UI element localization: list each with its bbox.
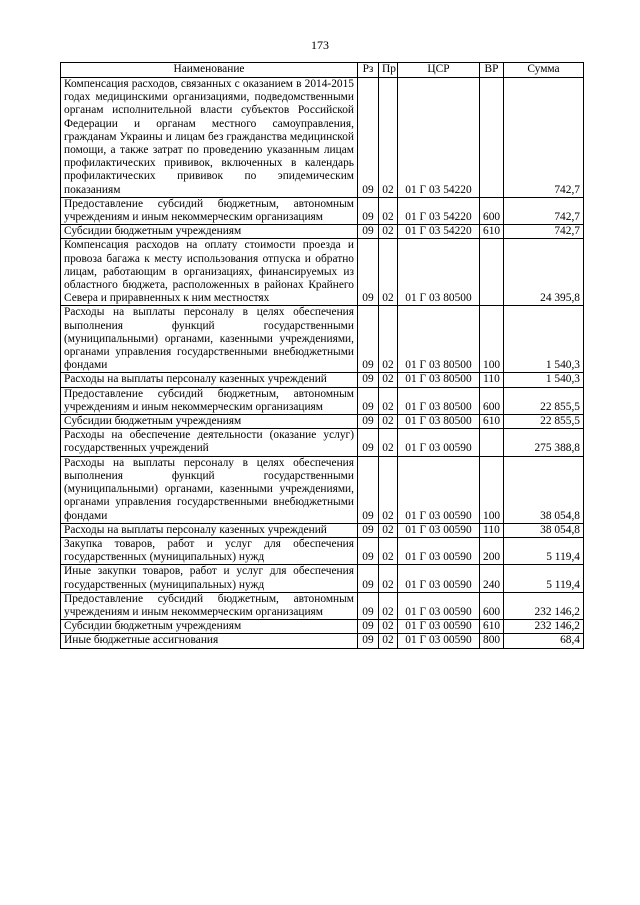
table-row — [61, 373, 584, 387]
cell-csr: 01 Г 03 80500 — [398, 239, 480, 306]
cell-pr: 02 — [379, 78, 398, 198]
cell-name: Предоставление субсидий бюджетным, автономным учреждениям и иным некоммерческим организациям — [61, 592, 358, 619]
header-vr: ВР — [480, 63, 504, 78]
cell-rz: 09 — [358, 197, 379, 224]
table-row — [61, 592, 584, 619]
cell-pr: 02 — [379, 225, 398, 239]
cell-vr: 200 — [480, 537, 504, 564]
cell-rz: 09 — [358, 537, 379, 564]
cell-vr: 610 — [480, 225, 504, 239]
table-row — [61, 239, 584, 306]
table-body — [61, 78, 584, 649]
cell-rz: 09 — [358, 634, 379, 648]
cell-sum: 742,7 — [504, 197, 584, 224]
cell-pr: 02 — [379, 523, 398, 537]
header-pr: Пр — [379, 63, 398, 78]
cell-name: Субсидии бюджетным учреждениям — [61, 415, 358, 429]
table-row — [61, 523, 584, 537]
cell-rz: 09 — [358, 429, 379, 456]
cell-name: Предоставление субсидий бюджетным, автономным учреждениям и иным некоммерческим организациям — [61, 387, 358, 414]
table-row — [61, 537, 584, 564]
table-row — [61, 197, 584, 224]
cell-name: Расходы на выплаты персоналу казенных учреждений — [61, 373, 358, 387]
cell-pr: 02 — [379, 415, 398, 429]
cell-csr: 01 Г 03 80500 — [398, 373, 480, 387]
cell-sum: 5 119,4 — [504, 537, 584, 564]
header-row — [61, 63, 584, 78]
page-number: 173 — [311, 38, 329, 52]
cell-name: Расходы на выплаты персоналу казенных учреждений — [61, 523, 358, 537]
table-row — [61, 415, 584, 429]
cell-vr: 100 — [480, 456, 504, 523]
table-row — [61, 306, 584, 373]
table-row — [61, 78, 584, 198]
cell-name: Расходы на обеспечение деятельности (оказание услуг) государственных учреждений — [61, 429, 358, 456]
cell-sum: 68,4 — [504, 634, 584, 648]
cell-rz: 09 — [358, 387, 379, 414]
cell-sum: 38 054,8 — [504, 523, 584, 537]
header-sum: Сумма — [504, 63, 584, 78]
cell-sum: 5 119,4 — [504, 565, 584, 592]
cell-rz: 09 — [358, 415, 379, 429]
table-row — [61, 456, 584, 523]
cell-name: Иные бюджетные ассигнования — [61, 634, 358, 648]
cell-vr: 800 — [480, 634, 504, 648]
cell-csr: 01 Г 03 00590 — [398, 537, 480, 564]
table-row — [61, 387, 584, 414]
cell-vr — [480, 429, 504, 456]
cell-csr: 01 Г 03 54220 — [398, 225, 480, 239]
header-rz: Рз — [358, 63, 379, 78]
budget-table — [60, 62, 584, 649]
cell-sum: 24 395,8 — [504, 239, 584, 306]
cell-pr: 02 — [379, 456, 398, 523]
cell-sum: 1 540,3 — [504, 306, 584, 373]
cell-csr: 01 Г 03 80500 — [398, 387, 480, 414]
cell-name: Закупка товаров, работ и услуг для обеспечения государственных (муниципальных) нужд — [61, 537, 358, 564]
cell-pr: 02 — [379, 197, 398, 224]
cell-pr: 02 — [379, 387, 398, 414]
cell-pr: 02 — [379, 537, 398, 564]
cell-sum: 1 540,3 — [504, 373, 584, 387]
table-row — [61, 634, 584, 648]
cell-sum: 232 146,2 — [504, 620, 584, 634]
cell-vr: 600 — [480, 592, 504, 619]
cell-sum: 22 855,5 — [504, 415, 584, 429]
cell-csr: 01 Г 03 00590 — [398, 592, 480, 619]
cell-rz: 09 — [358, 306, 379, 373]
cell-csr: 01 Г 03 00590 — [398, 634, 480, 648]
cell-pr: 02 — [379, 429, 398, 456]
table-header — [61, 63, 584, 78]
cell-vr: 600 — [480, 387, 504, 414]
cell-name: Компенсация расходов на оплату стоимости проезда и провоза багажа к месту использования отпуска и обратно лицам, работающим в организациях, финансируемых из областного бюджета, расположенных в районах Крайнего Севера и приравненных к ним местностях — [61, 239, 358, 306]
cell-rz: 09 — [358, 620, 379, 634]
cell-csr: 01 Г 03 00590 — [398, 429, 480, 456]
cell-sum: 275 388,8 — [504, 429, 584, 456]
cell-sum: 22 855,5 — [504, 387, 584, 414]
cell-pr: 02 — [379, 620, 398, 634]
cell-vr: 610 — [480, 415, 504, 429]
cell-name: Иные закупки товаров, работ и услуг для обеспечения государственных (муниципальных) нужд — [61, 565, 358, 592]
cell-csr: 01 Г 03 80500 — [398, 306, 480, 373]
table-row — [61, 620, 584, 634]
cell-name: Субсидии бюджетным учреждениям — [61, 225, 358, 239]
cell-csr: 01 Г 03 00590 — [398, 620, 480, 634]
cell-csr: 01 Г 03 00590 — [398, 565, 480, 592]
cell-name: Расходы на выплаты персоналу в целях обеспечения выполнения функций государственными (муниципальными) органами, казенными учреждениями, органами управления государственными внебюджетными фондами — [61, 306, 358, 373]
cell-name: Субсидии бюджетным учреждениям — [61, 620, 358, 634]
cell-rz: 09 — [358, 78, 379, 198]
cell-rz: 09 — [358, 565, 379, 592]
cell-csr: 01 Г 03 80500 — [398, 415, 480, 429]
cell-vr: 110 — [480, 523, 504, 537]
cell-vr: 110 — [480, 373, 504, 387]
cell-csr: 01 Г 03 00590 — [398, 456, 480, 523]
cell-name: Компенсация расходов, связанных с оказанием в 2014-2015 годах медицинскими организациями, подведомственными органам исполнительной власти субъектов Российской Федерации и органам местного самоуправления, гражданам Украины и лицам без гражданства медицинской помощи, а также затрат по проведению указанным лицам профилактических прививок, включенных в календарь профилактических прививок по эпидемическим показаниям — [61, 78, 358, 198]
cell-csr: 01 Г 03 54220 — [398, 197, 480, 224]
cell-vr — [480, 239, 504, 306]
table-row — [61, 225, 584, 239]
cell-vr: 600 — [480, 197, 504, 224]
cell-pr: 02 — [379, 634, 398, 648]
cell-rz: 09 — [358, 523, 379, 537]
cell-pr: 02 — [379, 373, 398, 387]
table-row — [61, 429, 584, 456]
cell-csr: 01 Г 03 54220 — [398, 78, 480, 198]
cell-pr: 02 — [379, 239, 398, 306]
cell-vr — [480, 78, 504, 198]
cell-sum: 742,7 — [504, 78, 584, 198]
cell-vr: 240 — [480, 565, 504, 592]
cell-vr: 610 — [480, 620, 504, 634]
cell-rz: 09 — [358, 373, 379, 387]
cell-rz: 09 — [358, 239, 379, 306]
cell-rz: 09 — [358, 225, 379, 239]
cell-name: Расходы на выплаты персоналу в целях обеспечения выполнения функций государственными (муниципальными) органами, казенными учреждениями, органами управления государственными внебюджетными фондами — [61, 456, 358, 523]
cell-sum: 742,7 — [504, 225, 584, 239]
cell-vr: 100 — [480, 306, 504, 373]
table-row — [61, 565, 584, 592]
cell-name: Предоставление субсидий бюджетным, автономным учреждениям и иным некоммерческим организациям — [61, 197, 358, 224]
cell-rz: 09 — [358, 456, 379, 523]
header-name: Наименование — [61, 63, 358, 78]
cell-rz: 09 — [358, 592, 379, 619]
cell-pr: 02 — [379, 592, 398, 619]
cell-pr: 02 — [379, 306, 398, 373]
cell-csr: 01 Г 03 00590 — [398, 523, 480, 537]
header-csr: ЦСР — [398, 63, 480, 78]
cell-sum: 232 146,2 — [504, 592, 584, 619]
cell-sum: 38 054,8 — [504, 456, 584, 523]
cell-pr: 02 — [379, 565, 398, 592]
